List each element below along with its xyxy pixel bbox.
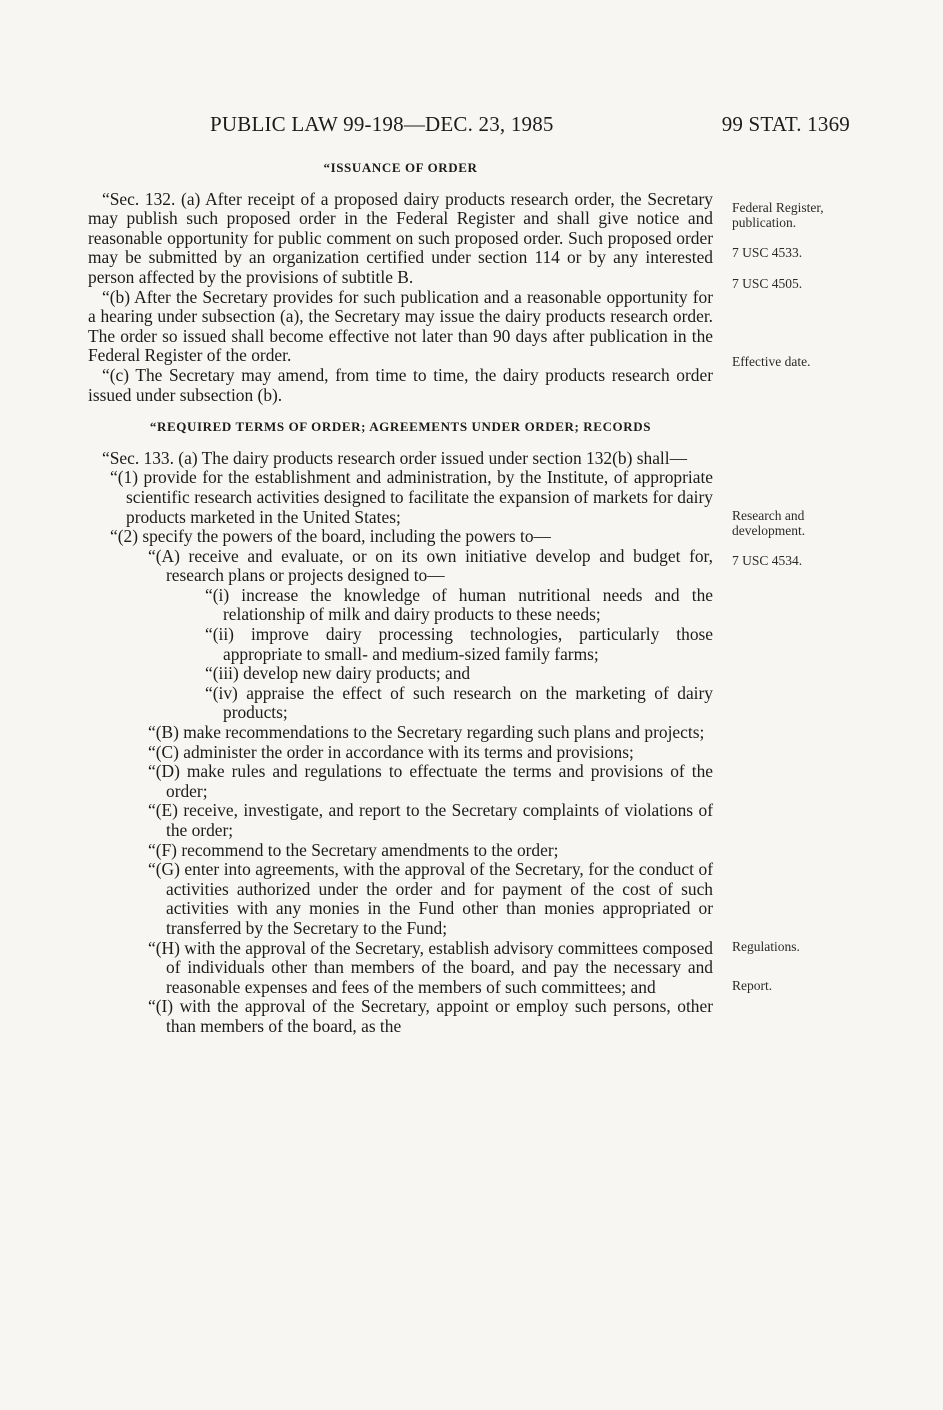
clause-i: “(i) increase the knowledge of human nutritional needs and the relationship of milk and dairy products to these needs;	[205, 584, 713, 625]
page-header	[210, 112, 850, 142]
margin-note-usc-4505: 7 USC 4505.	[732, 276, 803, 291]
margin-note-federal-register: Federal Register, publication.	[732, 200, 824, 230]
section-132-a: “Sec. 132. (a) After receipt of a proposed dairy products research order, the Secretary may publish such proposed order in the Federal Register and shall give notice and reasonable opportunity for public comment on such proposed order. Such proposed order may be submitted by an organization certified under section 114 or by any interested person affected by the provisions of subtitle B.	[88, 188, 713, 287]
margin-note-research: Research and development.	[732, 508, 806, 538]
section-132-c: “(c) The Secretary may amend, from time to time, the dairy products research order issued under subsection (b).	[88, 364, 713, 405]
body-text	[88, 158, 713, 1037]
subparagraph-G: “(G) enter into agreements, with the approval of the Secretary, for the conduct of activities authorized under the order and for payment of the cost of such activities with any monies in the Fund other than monies appropriated or transferred by the Secretary to the Fund;	[148, 859, 713, 938]
subparagraph-I: “(I) with the approval of the Secretary, appoint or employ such persons, other than members of the board, as the	[148, 996, 713, 1036]
paragraph-2: “(2) specify the powers of the board, including the powers to—	[110, 526, 551, 547]
subparagraph-H: “(H) with the approval of the Secretary, establish advisory committees composed of individuals other than members of the board, and pay the necessary and reasonable expenses and fees of the members of such committees; and	[148, 937, 713, 997]
heading-issuance-of-order: “ISSUANCE OF ORDER	[323, 160, 478, 175]
section-133-a: “Sec. 133. (a) The dairy products research order issued under section 132(b) shall—	[102, 447, 687, 468]
clause-ii: “(ii) improve dairy processing technologies, particularly those appropriate to small- and medium-sized family farms;	[205, 624, 713, 664]
paragraph-1: “(1) provide for the establishment and administration, by the Institute, of appropriate scientific research activities designed to facilitate the expansion of markets for dairy products marketed in the United States;	[110, 467, 713, 527]
margin-note-regulations: Regulations.	[732, 939, 800, 954]
subparagraph-E: “(E) receive, investigate, and report to the Secretary complaints of violations of the order;	[148, 800, 713, 840]
margin-note-usc-4534: 7 USC 4534.	[732, 553, 803, 568]
heading-required-terms: “REQUIRED TERMS OF ORDER; AGREEMENTS UNDER ORDER; RECORDS	[149, 419, 652, 435]
margin-note-report: Report.	[732, 978, 773, 993]
subparagraph-A: “(A) receive and evaluate, or on its own initiative develop and budget for, research plans or projects designed to—	[148, 545, 713, 586]
subparagraph-B: “(B) make recommendations to the Secretary regarding such plans and projects;	[148, 722, 705, 743]
law-title: PUBLIC LAW 99-198—DEC. 23, 1985	[210, 112, 554, 136]
subparagraph-F: “(F) recommend to the Secretary amendments to the order;	[148, 839, 559, 860]
subparagraph-D: “(D) make rules and regulations to effectuate the terms and provisions of the order;	[148, 761, 713, 801]
margin-note-usc-4533: 7 USC 4533.	[732, 245, 803, 260]
section-132-b: “(b) After the Secretary provides for such publication and a reasonable opportunity for a hearing under subsection (a), the Secretary may issue the dairy products research order. The order so issued shall become effective not later than 90 days after publication in the Federal Register of the order.	[88, 286, 713, 366]
clause-iv: “(iv) appraise the effect of such research on the marketing of dairy products;	[205, 682, 713, 723]
stat-page-number: 99 STAT. 1369	[721, 112, 850, 136]
clause-iii: “(iii) develop new dairy products; and	[205, 663, 471, 684]
margin-note-effective-date: Effective date.	[732, 354, 811, 369]
subparagraph-C: “(C) administer the order in accordance with its terms and provisions;	[148, 741, 634, 762]
